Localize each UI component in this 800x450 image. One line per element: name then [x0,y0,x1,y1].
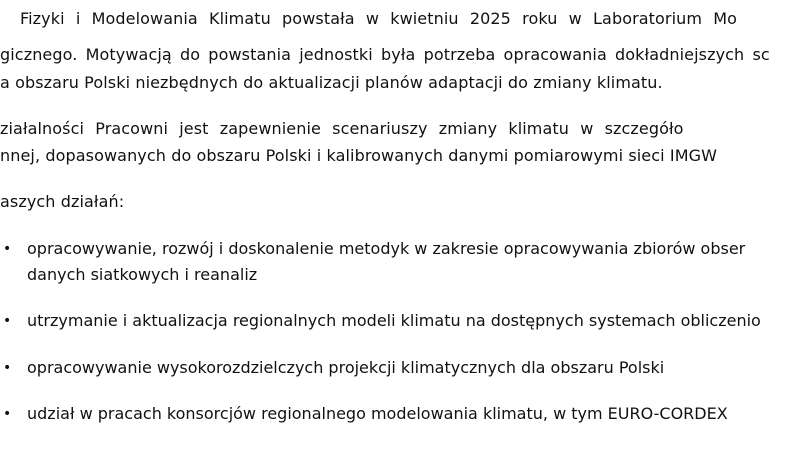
list-item-text-line-2: danych siatkowych i reanaliz [27,265,258,284]
list-item-text-line-1: opracowywanie wysokorozdzielczych projekcji klimatycznych dla obszaru Polski [27,358,665,377]
list-item-text-line-1: opracowywanie, rozwój i doskonalenie metodyk w zakresie opracowywania zbiorów obser [27,239,746,258]
list-item-text-line-1: udział w pracach konsorcjów regionalnego modelowania klimatu, w tym EURO-CORDEX [27,404,728,423]
paragraph-1-line-3: a obszaru Polski niezbędnych do aktualizacji planów adaptacji do zmiany klimatu. [0,73,663,92]
list-item-text-line-1: utrzymanie i aktualizacja regionalnych modeli klimatu na dostępnych systemach obliczenio [27,311,761,330]
paragraph-2-line-1: ziałalności Pracowni jest zapewnienie scenariuszy zmiany klimatu w szczegóło [0,119,684,138]
paragraph-1-line-1: Fizyki i Modelowania Klimatu powstała w kwietniu 2025 roku w Laboratorium Mo [20,9,738,28]
paragraph-1-line-2: gicznego. Motywacją do powstania jednostki była potrzeba opracowania dokładniejszych sc [0,45,770,64]
bullet-icon: • [3,406,12,422]
paragraph-2-line-2: nnej, dopasowanych do obszaru Polski i kalibrowanych danymi pomiarowymi sieci IMGW [0,146,718,165]
bullet-icon: • [3,241,12,257]
bullet-icon: • [3,313,12,329]
list-intro: aszych działań: [0,192,125,211]
bullet-icon: • [3,360,12,376]
